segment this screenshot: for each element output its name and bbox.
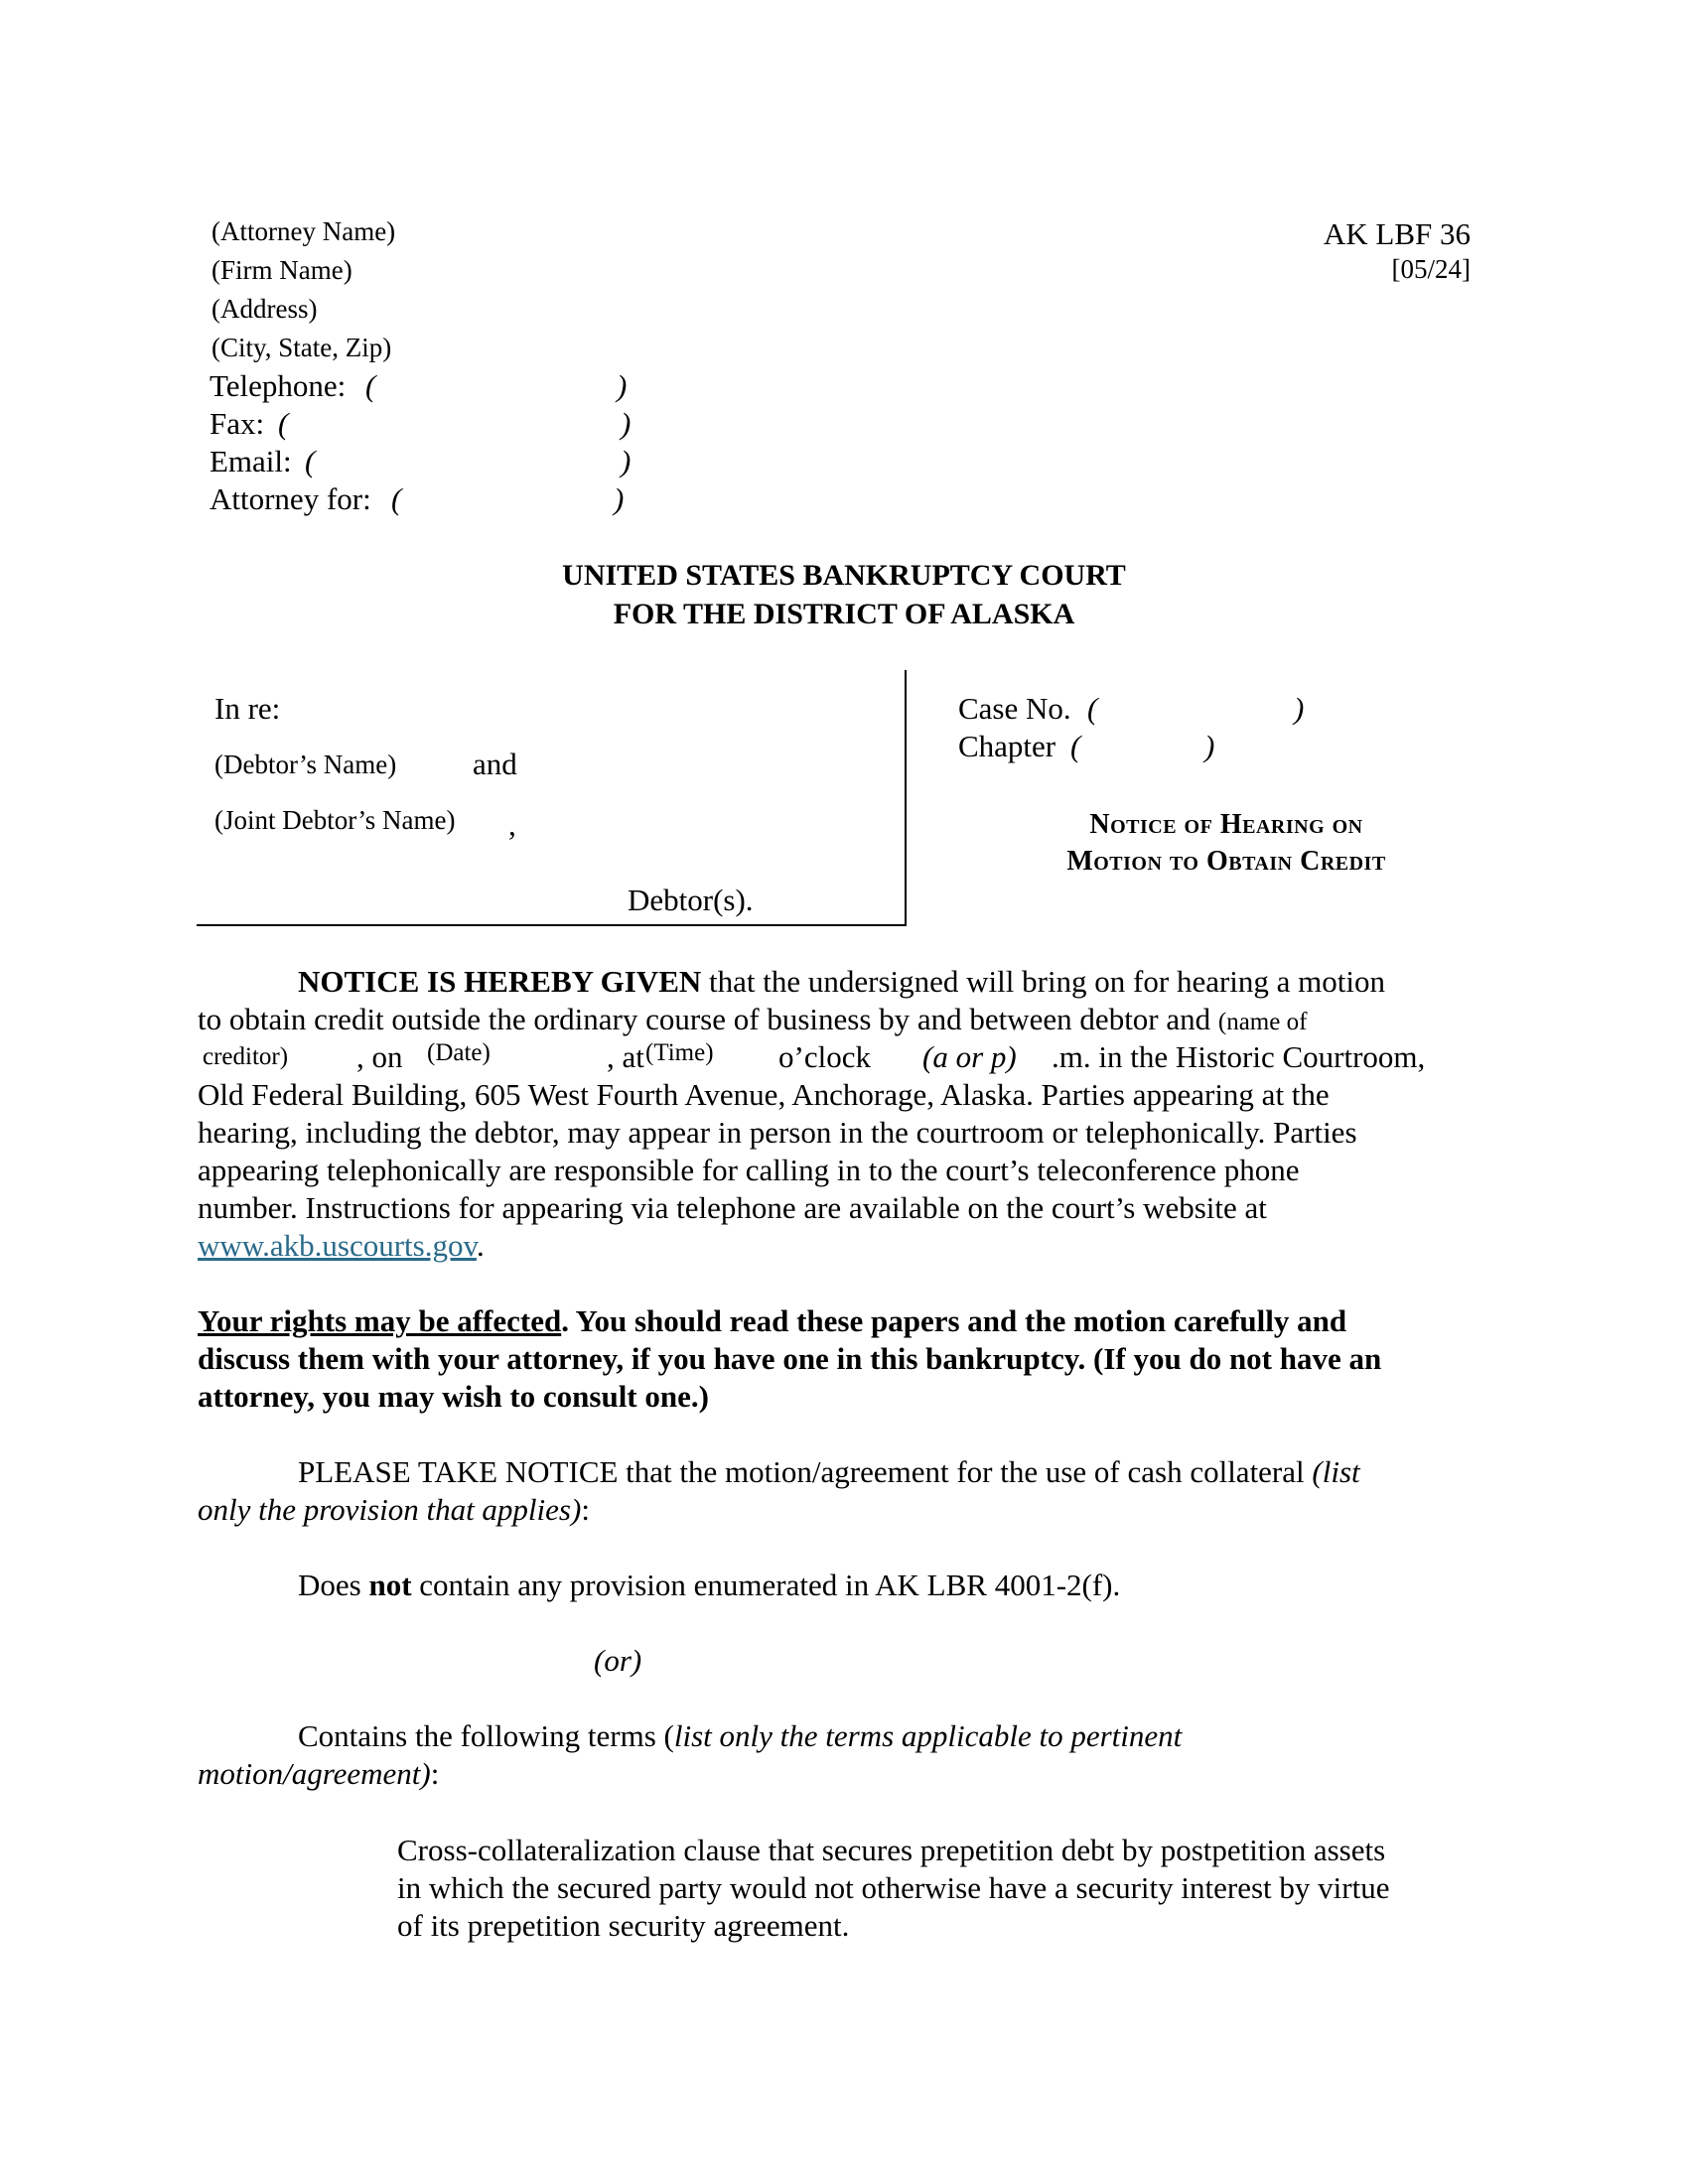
notice-line3-rest: .m. in the Historic Courtroom, <box>1052 1039 1426 1074</box>
court-website-link[interactable]: www.akb.uscourts.gov <box>198 1228 477 1263</box>
debtor-name-placeholder: (Debtor’s Name) <box>214 750 397 779</box>
name-of-placeholder: (name of <box>1217 1009 1308 1035</box>
fax-open-paren: ( <box>278 406 289 441</box>
contains-line-1 <box>298 1717 1182 1755</box>
does-not-post: contain any provision enumerated in AK LBR 4001-2(f). <box>419 1568 1121 1602</box>
caption-horizontal-rule <box>197 924 907 926</box>
fax-close-paren: ) <box>621 406 632 441</box>
at-text: , at <box>607 1039 644 1074</box>
does-not-pre: Does <box>298 1568 361 1602</box>
cross-line-2: in which the secured party would not otherwise have a security interest by virtue <box>397 1870 1390 1905</box>
notice-lead: NOTICE IS HEREBY GIVEN <box>298 964 702 999</box>
please-list-open: (list <box>1312 1454 1360 1489</box>
notice-line-2 <box>198 1001 1307 1041</box>
firm-name-placeholder: (Firm Name) <box>211 255 352 285</box>
on-text: , on <box>356 1039 403 1074</box>
chapter-open-paren: ( <box>1070 729 1081 763</box>
please-line2-italic: only the provision that applies) <box>198 1492 582 1527</box>
in-re-label: In re: <box>214 691 281 726</box>
telephone-close-paren: ) <box>617 368 628 403</box>
rights-line-2: discuss them with your attorney, if you have one in this bankruptcy. (If you do not have an <box>198 1341 1382 1376</box>
date-placeholder: (Date) <box>427 1039 491 1066</box>
notice-line-5: hearing, including the debtor, may appear in person in the courtroom or telephonically. Parties <box>198 1115 1357 1150</box>
form-date: [05/24] <box>1391 254 1471 284</box>
notice-title-line1: Notice of Hearing on <box>1089 809 1363 840</box>
or-separator: (or) <box>594 1643 642 1678</box>
time-placeholder: (Time) <box>645 1039 714 1066</box>
and-conjunction: and <box>473 747 517 781</box>
website-period: . <box>476 1228 485 1263</box>
please-line1-text: PLEASE TAKE NOTICE that the motion/agreement for the use of cash collateral <box>298 1454 1305 1489</box>
telephone-label: Telephone: <box>210 368 347 403</box>
notice-line2-text: to obtain credit outside the ordinary course of business by and between debtor and <box>198 1002 1211 1036</box>
notice-line-1 <box>298 963 1385 1001</box>
email-open-paren: ( <box>305 444 316 478</box>
please-line-1 <box>298 1453 1360 1491</box>
notice-title-line2: Motion to Obtain Credit <box>1066 846 1386 877</box>
contains-pre: Contains the following terms ( <box>298 1718 674 1753</box>
court-title-line1: UNITED STATES BANKRUPTCY COURT <box>562 559 1126 592</box>
notice-line-4: Old Federal Building, 605 West Fourth Avenue, Anchorage, Alaska. Parties appearing at the <box>198 1077 1330 1112</box>
contains-line-2 <box>198 1755 439 1793</box>
notice-line1-rest: that the undersigned will bring on for hearing a motion <box>709 964 1386 999</box>
creditor-placeholder: creditor) <box>203 1043 289 1070</box>
contains-italic-1: list only the terms applicable to pertinent <box>673 1718 1183 1753</box>
attorney-for-close-paren: ) <box>614 481 625 516</box>
rights-lead: Your rights may be affected <box>198 1303 562 1338</box>
rights-line-1 <box>198 1302 1346 1340</box>
attorney-for-label: Attorney for: <box>210 481 371 516</box>
joint-debtor-name-placeholder: (Joint Debtor’s Name) <box>214 805 456 835</box>
contains-italic-2: motion/agreement) <box>198 1756 431 1791</box>
rights-line1-rest: . You should read these papers and the motion carefully and <box>561 1303 1347 1338</box>
cross-line-1: Cross-collateralization clause that secures prepetition debt by postpetition assets <box>397 1833 1386 1867</box>
cross-line-3: of its prepetition security agreement. <box>397 1908 850 1943</box>
joint-debtor-comma: , <box>508 807 516 842</box>
does-not-bold: not <box>368 1568 412 1602</box>
debtors-label: Debtor(s). <box>628 883 754 917</box>
notice-line-8 <box>198 1227 485 1265</box>
oclock-text: o’clock <box>778 1039 871 1074</box>
address-placeholder: (Address) <box>211 294 318 324</box>
email-label: Email: <box>210 444 292 478</box>
attorney-for-open-paren: ( <box>391 481 402 516</box>
notice-line-3 <box>198 1038 1488 1078</box>
rights-line-3: attorney, you may wish to consult one.) <box>198 1379 709 1414</box>
chapter-label: Chapter <box>958 729 1056 763</box>
case-no-close-paren: ) <box>1294 691 1305 726</box>
court-title-line2: FOR THE DISTRICT OF ALASKA <box>613 598 1075 630</box>
telephone-open-paren: ( <box>365 368 376 403</box>
attorney-name-placeholder: (Attorney Name) <box>211 216 396 246</box>
caption-vertical-rule <box>905 670 907 926</box>
case-no-open-paren: ( <box>1087 691 1098 726</box>
chapter-close-paren: ) <box>1204 729 1215 763</box>
city-state-zip-placeholder: (City, State, Zip) <box>211 333 392 362</box>
please-colon: : <box>581 1492 590 1527</box>
email-close-paren: ) <box>621 444 632 478</box>
contains-colon: : <box>430 1756 440 1791</box>
case-no-label: Case No. <box>958 691 1071 726</box>
notice-line-7: number. Instructions for appearing via telephone are available on the court’s website at <box>198 1190 1267 1225</box>
a-or-p-placeholder: (a or p) <box>922 1039 1017 1074</box>
fax-label: Fax: <box>210 406 265 441</box>
notice-line-6: appearing telephonically are responsible for calling in to the court’s teleconference phone <box>198 1153 1300 1187</box>
form-id: AK LBF 36 <box>1323 216 1471 251</box>
please-line-2 <box>198 1491 590 1529</box>
does-not-contain <box>298 1567 1120 1604</box>
